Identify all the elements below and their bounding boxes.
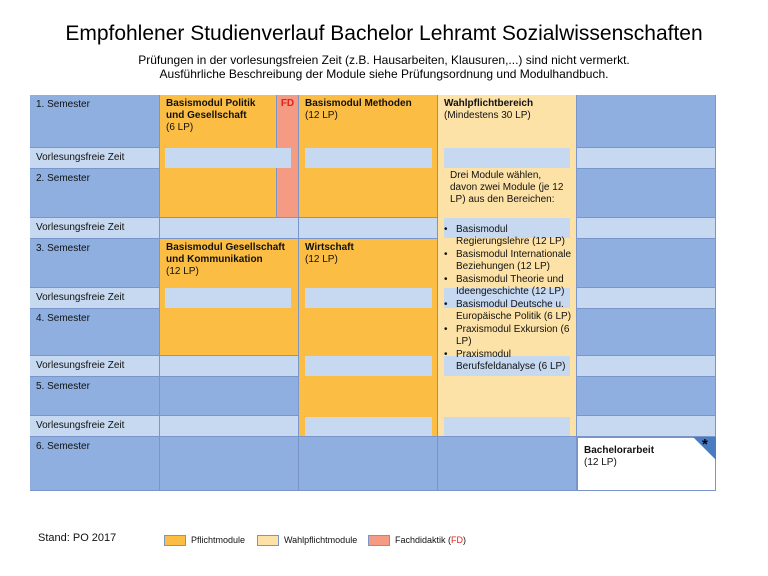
vfz4-cell-col5 xyxy=(577,356,716,377)
row-label-sem3: 3. Semester xyxy=(30,239,160,288)
row-label-vfz1: Vorlesungsfreie Zeit xyxy=(30,148,160,169)
wahlpflicht-item: • Praxismodul Exkursion (6 LP) xyxy=(442,324,576,348)
wahlpflicht-item: • Basismodul Internationale Beziehungen (12 LP) xyxy=(442,249,576,273)
fachdidaktik-strip: FD xyxy=(277,95,299,218)
vfz3-overlay-col2 xyxy=(165,288,291,308)
bachelorarbeit-asterisk: * xyxy=(702,436,708,453)
wahlpflicht-subtitle: (Mindestens 30 LP) xyxy=(444,110,531,121)
vfz4-cell-col2 xyxy=(160,356,299,377)
row-label-vfz2: Vorlesungsfreie Zeit xyxy=(30,218,160,239)
legend-label-pflicht: Pflichtmodule xyxy=(191,535,246,545)
bachelorarbeit-title: Bachelorarbeit xyxy=(584,445,655,456)
wahlpflicht-intro: Drei Module wählen, davon zwei Module (je 12 LP) aus den Bereichen: xyxy=(450,170,564,205)
page-title: Empfohlener Studienverlauf Bachelor Lehramt Sozialwissenschaften xyxy=(65,22,703,45)
module-gesellschaft-lp: (12 LP) xyxy=(166,266,199,277)
sem5-cell-col5 xyxy=(577,377,716,416)
subtitle-line-2: Ausführliche Beschreibung der Module siehe Prüfungsordnung und Modulhandbuch. xyxy=(159,67,609,81)
sem2-cell-col5 xyxy=(577,169,716,218)
vfz1-overlay-col4 xyxy=(444,148,570,168)
module-politik-lp: (6 LP) xyxy=(166,122,194,133)
wahlpflicht-header xyxy=(444,98,574,122)
wahlpflicht-item: • Basismodul Regierungslehre (12 LP) xyxy=(442,224,576,248)
wahlpflicht-item: • Praxismodul Berufsfeldanalyse (6 LP) xyxy=(442,349,576,373)
subtitle-line-1: Prüfungen in der vorlesungsfreien Zeit (z.B. Hausarbeiten, Klausuren,...) sind nicht vermerkt. xyxy=(138,53,630,67)
sem6-cell-col3 xyxy=(299,437,438,491)
wahlpflicht-item: • Basismodul Theorie und Ideengeschichte (12 LP) xyxy=(442,274,576,298)
legend-label-fachdidaktik: Fachdidaktik (FD) xyxy=(395,535,467,545)
vfz5-overlay-col4 xyxy=(444,417,570,436)
vfz5-cell-col5 xyxy=(577,416,716,437)
sem6-cell-col2 xyxy=(160,437,299,491)
module-gesellschaft-title: Basismodul Gesellschaft und Kommunikation xyxy=(166,242,285,265)
vfz4-overlay-col3 xyxy=(305,356,432,376)
row-label-vfz5: Vorlesungsfreie Zeit xyxy=(30,416,160,437)
module-methoden-lp: (12 LP) xyxy=(305,110,338,121)
vfz1-cell-col5 xyxy=(577,148,716,169)
row-label-sem6: 6. Semester xyxy=(30,437,160,491)
vfz2-cell-col2 xyxy=(160,218,299,239)
vfz1-overlay-col2 xyxy=(165,148,291,168)
module-politik-title: Basismodul Politik und Gesellschaft xyxy=(166,98,256,121)
legend-fd-suffix: FD xyxy=(451,535,464,545)
legend-fachdidaktik-text: Fachdidaktik xyxy=(395,535,446,545)
row-label-sem1: 1. Semester xyxy=(30,95,160,148)
wahlpflicht-item: • Basismodul Deutsche u. Europäische Politik (6 LP) xyxy=(442,299,576,323)
row-label-vfz3: Vorlesungsfreie Zeit xyxy=(30,288,160,309)
row-label-sem2: 2. Semester xyxy=(30,169,160,218)
bachelorarbeit-lp: (12 LP) xyxy=(584,457,617,468)
module-methoden-title: Basismodul Methoden xyxy=(305,98,412,109)
stand-label: Stand: PO 2017 xyxy=(38,532,117,544)
sem5-cell-col2 xyxy=(160,377,299,416)
module-wirtschaft-title: Wirtschaft xyxy=(305,242,354,253)
wahlpflicht-title: Wahlpflichtbereich xyxy=(444,98,534,109)
module-wirtschaft xyxy=(299,239,438,437)
module-wirtschaft-lp: (12 LP) xyxy=(305,254,338,265)
vfz3-cell-col5 xyxy=(577,288,716,309)
row-label-sem4: 4. Semester xyxy=(30,309,160,356)
vfz2-cell-col5 xyxy=(577,218,716,239)
sem4-cell-col5 xyxy=(577,309,716,356)
sem6-cell-col4 xyxy=(438,437,577,491)
vfz2-cell-col3 xyxy=(299,218,438,239)
legend-swatch-pflicht xyxy=(164,535,186,546)
vfz3-overlay-col3 xyxy=(305,288,432,308)
vfz5-overlay-col3 xyxy=(305,417,432,436)
legend-swatch-fachdidaktik xyxy=(368,535,390,546)
wahlpflicht-list xyxy=(442,224,576,374)
legend-swatch-wahlpflicht xyxy=(257,535,279,546)
legend-label-wahlpflicht: Wahlpflichtmodule xyxy=(284,535,358,545)
vfz5-cell-col2 xyxy=(160,416,299,437)
row-label-vfz4: Vorlesungsfreie Zeit xyxy=(30,356,160,377)
row-label-sem5: 5. Semester xyxy=(30,377,160,416)
sem3-cell-col5 xyxy=(577,239,716,288)
sem1-cell-col5 xyxy=(577,95,716,148)
vfz1-overlay-col3 xyxy=(305,148,432,168)
